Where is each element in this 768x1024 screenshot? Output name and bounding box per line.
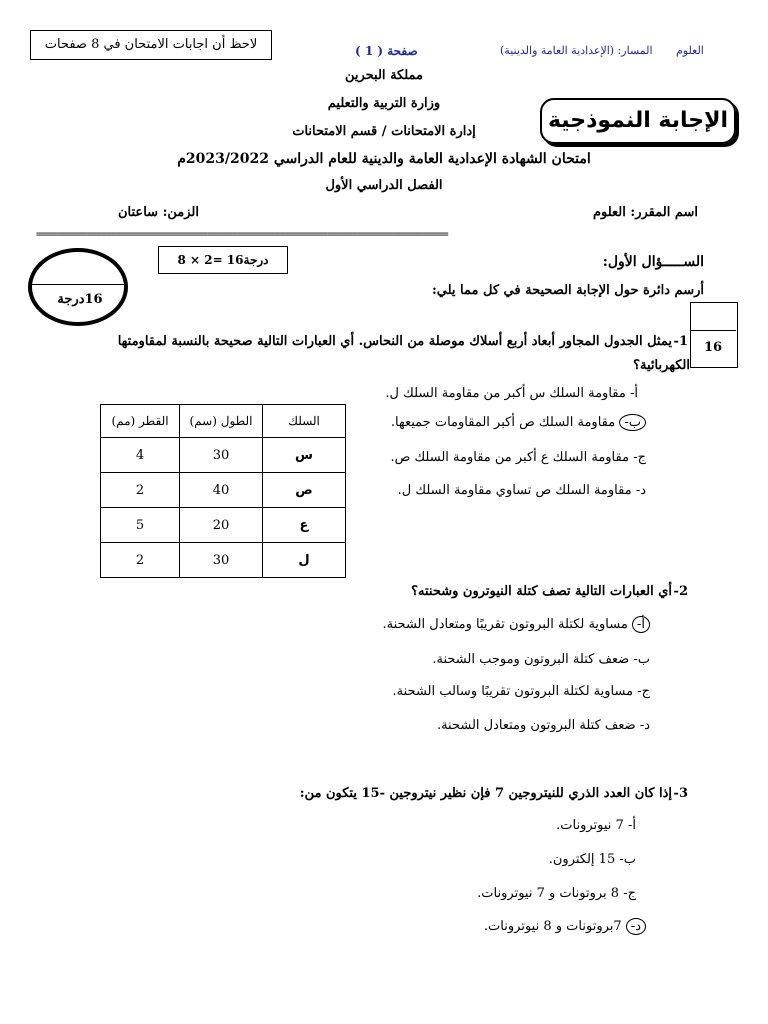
ministry-title: وزارة التربية والتعليم	[327, 96, 441, 111]
score-box-divider	[690, 330, 736, 331]
q1-option-a[interactable]	[385, 386, 638, 401]
table-header: القطر (مم)	[101, 405, 180, 438]
exam-time: الزمن: ساعتان	[118, 205, 199, 220]
option-text: مساوية لكتلة البروتون تقريبًا وسالب الشحنة.	[392, 684, 634, 699]
q1-option-b[interactable]	[391, 414, 646, 431]
q1-text: يمثل الجدول المجاور أبعاد أربع أسلاك موصلة من النحاس. أي العبارات التالية صحيحة بالنسبة لمقاومتها	[117, 334, 672, 349]
kingdom-title: مملكة البحرين	[344, 68, 424, 83]
table-row	[101, 543, 346, 578]
table-row	[101, 438, 346, 473]
score-box	[690, 302, 738, 368]
page-count-notice: لاحظ أن اجابات الامتحان في 8 صفحات	[30, 30, 272, 60]
exam-title: امتحان الشهادة الإعدادية العامة والدينية للعام الدراسي 2023/2022م	[177, 151, 591, 167]
table-cell: ل	[263, 543, 346, 578]
option-text: 7 نيوترونات.	[556, 818, 624, 833]
subject-label: العلوم	[676, 44, 704, 57]
option-letter: ب-	[624, 415, 641, 430]
table-cell: 4	[101, 438, 180, 473]
q1-text-cont: الكهربائية؟	[633, 358, 690, 373]
table-cell: 2	[101, 543, 180, 578]
page-number: صفحة ( 1 )	[355, 44, 418, 58]
q3-option-b[interactable]	[549, 852, 636, 867]
grade-circle-label: 16درجة	[57, 292, 103, 307]
q1-option-d[interactable]	[398, 483, 646, 498]
answer-circle	[619, 414, 646, 431]
q2-option-d[interactable]	[437, 718, 650, 733]
answer-circle	[626, 918, 646, 935]
table-header: السلك	[263, 405, 346, 438]
q1-option-c[interactable]	[390, 450, 646, 465]
option-text: مقاومة السلك س أكبر من مقاومة السلك ل.	[385, 386, 626, 401]
option-letter: د-	[635, 483, 646, 498]
option-letter: ب-	[619, 852, 636, 867]
q3-option-c[interactable]	[477, 886, 636, 901]
q2-number: 2-	[673, 584, 688, 599]
semester-title: الفصل الدراسي الأول	[325, 178, 443, 193]
exam-track: المسار: (الإعدادية العامة والدينية)	[500, 44, 653, 57]
option-letter: د-	[630, 919, 641, 934]
option-text: مقاومة السلك ص تساوي مقاومة السلك ل.	[397, 483, 632, 498]
table-cell: 30	[180, 543, 263, 578]
q2-option-a[interactable]	[383, 616, 650, 633]
grade-calc-box: 8 × 2= 16درجة	[158, 246, 288, 274]
q3-text: إذا كان العدد الذري للنيتروجين 7 فإن نظير نيتروجين -15 يتكون من:	[299, 786, 672, 801]
option-letter: أ-	[627, 818, 636, 833]
option-letter: أ-	[629, 386, 638, 401]
option-text: 7بروتونات و 8 نيوترونات.	[483, 919, 622, 934]
q2-text: أي العبارات التالية تصف كتلة النيوترون وشحنته؟	[411, 584, 672, 599]
table-cell: 2	[101, 473, 180, 508]
grade-circle	[28, 248, 128, 326]
table-cell: 40	[180, 473, 263, 508]
course-name: اسم المقرر: العلوم	[592, 205, 698, 220]
directorate-title: إدارة الامتحانات / قسم الامتحانات	[292, 124, 476, 139]
q2-option-b[interactable]	[432, 652, 650, 667]
q3-option-d[interactable]	[484, 918, 646, 935]
model-answer-banner: الإجابة النموذجية	[540, 98, 736, 144]
table-cell: ص	[263, 473, 346, 508]
table-header: الطول (سم)	[180, 405, 263, 438]
option-text: 8 بروتونات و 7 نيوترونات.	[477, 886, 620, 901]
q2-option-c[interactable]	[393, 684, 650, 699]
table-cell: ع	[263, 508, 346, 543]
option-text: مساوية لكتلة البروتون تقريبًا ومتعادل الشحنة.	[382, 617, 628, 632]
section-title: الســـــؤال الأول:	[602, 254, 704, 270]
option-letter: ب-	[633, 652, 650, 667]
grade-circle-divider	[32, 284, 124, 285]
table-cell: 30	[180, 438, 263, 473]
table-row	[101, 508, 346, 543]
separator-line: ==================================================================================	[36, 229, 448, 240]
option-letter: د-	[639, 718, 650, 733]
q3-number: 3-	[673, 786, 688, 801]
table-cell: 20	[180, 508, 263, 543]
option-text: ضعف كتلة البروتون ومتعادل الشحنة.	[436, 718, 636, 733]
table-cell: 5	[101, 508, 180, 543]
option-letter: ج-	[637, 684, 650, 699]
wire-dimensions-table	[100, 404, 346, 578]
option-letter: ج-	[623, 886, 636, 901]
q3-option-a[interactable]	[556, 818, 636, 833]
table-row	[101, 473, 346, 508]
option-text: ضعف كتلة البروتون وموجب الشحنة.	[432, 652, 630, 667]
table-header-row	[101, 405, 346, 438]
option-letter: ج-	[633, 450, 646, 465]
section-instruction: أرسم دائرة حول الإجابة الصحيحة في كل مما يلي:	[431, 283, 704, 298]
table-cell: س	[263, 438, 346, 473]
score-value: 16	[703, 340, 723, 355]
option-text: 15 إلكترون.	[548, 852, 616, 867]
option-letter: أ-	[636, 617, 645, 632]
answer-circle	[632, 616, 650, 633]
option-text: مقاومة السلك ع أكبر من مقاومة السلك ص.	[390, 450, 630, 465]
q1-number: 1-	[673, 334, 688, 349]
option-text: مقاومة السلك ص أكبر المقاومات جميعها.	[390, 415, 616, 430]
